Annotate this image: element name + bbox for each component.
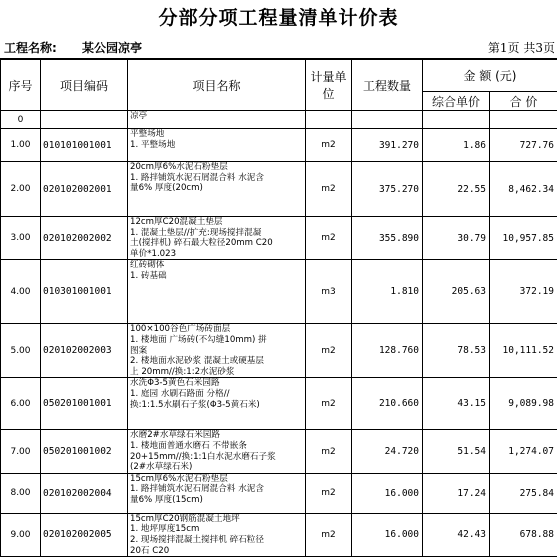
- cell-total: 678.88: [490, 513, 557, 556]
- header-unit: 计量单位: [306, 60, 352, 111]
- item-name-line: 1. 砖基础: [130, 270, 167, 281]
- cell-unit: m2: [306, 378, 352, 430]
- item-name-line: 凉亭: [130, 111, 148, 121]
- item-name-line: (2#水草绿石米): [130, 462, 193, 473]
- cell-code: 010101001001: [41, 129, 128, 162]
- header-qty: 工程数量: [352, 60, 423, 111]
- item-name-line: 1. 平整场地: [130, 139, 176, 150]
- cell-total: 1,274.07: [490, 430, 557, 473]
- cell-unit-price: 17.24: [423, 473, 490, 513]
- cell-item-name: [128, 260, 306, 324]
- table-row: [1, 111, 557, 129]
- item-name-line: 量6% 厚度(20cm): [130, 183, 203, 194]
- cell-qty: 16.000: [352, 513, 423, 556]
- item-name-line: 水洗Φ3-5黄色石米园路: [130, 378, 220, 389]
- cell-unit: m2: [306, 513, 352, 556]
- cell-seq: 8.00: [1, 473, 41, 513]
- item-name-line: 量6% 厚度(15cm): [130, 494, 203, 505]
- table-row: [1, 217, 557, 260]
- cell-code: 020102002001: [41, 162, 128, 217]
- cell-item-name: [128, 513, 306, 556]
- cell-item-name: [128, 217, 306, 260]
- pricing-table: [0, 59, 557, 557]
- cell-unit: m2: [306, 430, 352, 473]
- cell-unit-price: 51.54: [423, 430, 490, 473]
- item-name-line: 12cm厚C20混凝土垫层: [130, 217, 223, 227]
- cell-item-name: [128, 473, 306, 513]
- item-name-line: 20石 C20: [130, 545, 170, 556]
- item-name-line: 平整场地: [130, 129, 165, 139]
- item-name-line: 1. 地坪厚度15cm: [130, 524, 200, 535]
- cell-unit-price: [423, 111, 490, 129]
- table-row: [1, 324, 557, 378]
- cell-seq: 5.00: [1, 324, 41, 378]
- item-name-line: 2. 现场搅拌混凝土搅拌机 碎石粒径: [130, 534, 264, 545]
- table-row: [1, 473, 557, 513]
- cell-unit: m2: [306, 473, 352, 513]
- cell-total: 372.19: [490, 260, 557, 324]
- cell-item-name: [128, 430, 306, 473]
- page-indicator: 第1页 共3页: [487, 41, 555, 55]
- page-title: 分部分项工程量清单计价表: [158, 7, 399, 29]
- cell-item-name: [128, 111, 306, 129]
- cell-total: [490, 111, 557, 129]
- table-row: [1, 513, 557, 556]
- cell-qty: 1.810: [352, 260, 423, 324]
- item-name-line: 图案: [130, 345, 148, 356]
- cell-qty: 375.270: [352, 162, 423, 217]
- cell-unit-price: 22.55: [423, 162, 490, 217]
- cell-unit-price: 1.86: [423, 129, 490, 162]
- item-name-line: 单价*1.023: [130, 248, 177, 259]
- cell-unit: m2: [306, 162, 352, 217]
- header-seq: 序号: [1, 60, 41, 111]
- item-name-line: 20cm厚6%水泥石粉垫层: [130, 162, 228, 172]
- table-row: [1, 430, 557, 473]
- table-row: [1, 378, 557, 430]
- cell-qty: 391.270: [352, 129, 423, 162]
- cell-code: 020102002003: [41, 324, 128, 378]
- cell-code: 050201001002: [41, 430, 128, 473]
- cell-unit-price: 42.43: [423, 513, 490, 556]
- cell-seq: 0: [1, 111, 41, 129]
- project-info-bar: [0, 38, 557, 59]
- cell-code: 010301001001: [41, 260, 128, 324]
- cell-total: 10,111.52: [490, 324, 557, 378]
- cell-unit-price: 43.15: [423, 378, 490, 430]
- cell-seq: 7.00: [1, 430, 41, 473]
- cell-seq: 6.00: [1, 378, 41, 430]
- item-name-line: 水磨2#水草绿石米园路: [130, 430, 221, 441]
- cell-total: 727.76: [490, 129, 557, 162]
- item-name-line: 15cm厚C20钢筋混凝土地坪: [130, 513, 240, 524]
- cell-item-name: [128, 129, 306, 162]
- item-name-line: 上 20mm//换:1:2水泥砂浆: [130, 366, 235, 377]
- item-name-line: 1. 混凝土垫层//扩充:现场搅拌混凝: [130, 227, 262, 238]
- item-name-line: 1. 路拌铺筑水泥石屑混合料 水泥含: [130, 484, 264, 495]
- cell-code: 020102002004: [41, 473, 128, 513]
- cell-qty: 16.000: [352, 473, 423, 513]
- cell-unit: m2: [306, 324, 352, 378]
- cell-total: 275.84: [490, 473, 557, 513]
- item-name-line: 1. 楼地面普通水磨石 不带嵌条: [130, 440, 247, 451]
- item-name-line: 红砖砌体: [130, 260, 165, 271]
- item-name-line: 2. 楼地面水泥砂浆 混凝土或硬基层: [130, 356, 264, 367]
- cell-seq: 3.00: [1, 217, 41, 260]
- item-name-line: 换:1:1.5水刷石子浆(Φ3-5黄石米): [130, 399, 260, 410]
- cell-code: 050201001001: [41, 378, 128, 430]
- cell-item-name: [128, 162, 306, 217]
- header-name: 项目名称: [128, 60, 306, 111]
- cell-total: 8,462.34: [490, 162, 557, 217]
- item-name-line: 100×100谷色广场砖面层: [130, 324, 231, 335]
- cell-seq: 2.00: [1, 162, 41, 217]
- cell-seq: 9.00: [1, 513, 41, 556]
- cell-qty: 210.660: [352, 378, 423, 430]
- cell-seq: 1.00: [1, 129, 41, 162]
- cell-unit: m2: [306, 129, 352, 162]
- cell-unit-price: 78.53: [423, 324, 490, 378]
- cell-seq: 4.00: [1, 260, 41, 324]
- cell-unit-price: 205.63: [423, 260, 490, 324]
- cell-item-name: [128, 324, 306, 378]
- header-code: 项目编码: [41, 60, 128, 111]
- table-row: [1, 162, 557, 217]
- cell-unit-price: 30.79: [423, 217, 490, 260]
- cell-qty: [352, 111, 423, 129]
- header-unit-price: 综合单价: [423, 92, 490, 111]
- cell-unit: [306, 111, 352, 129]
- cell-unit: m3: [306, 260, 352, 324]
- cell-unit: m2: [306, 217, 352, 260]
- item-name-line: 1. 路拌铺筑水泥石屑混合料 水泥含: [130, 172, 264, 183]
- cell-item-name: [128, 378, 306, 430]
- cell-qty: 355.890: [352, 217, 423, 260]
- item-name-line: 1. 庭园 水刷石路面 分格//: [130, 388, 230, 399]
- header-amount: 金 额 (元): [423, 60, 557, 92]
- table-row: [1, 129, 557, 162]
- item-name-line: 15cm厚6%水泥石粉垫层: [130, 473, 228, 484]
- project-name: 某公园凉亭: [82, 41, 143, 55]
- cell-code: 020102002002: [41, 217, 128, 260]
- item-name-line: 1. 楼地面 广场砖(不勾缝10mm) 拼: [130, 334, 267, 345]
- cell-qty: 128.760: [352, 324, 423, 378]
- project-label: 工程名称:: [4, 41, 57, 55]
- cell-code: 020102002005: [41, 513, 128, 556]
- header-total: 合 价: [490, 92, 557, 111]
- cell-qty: 24.720: [352, 430, 423, 473]
- item-name-line: 土(搅拌机) 碎石最大粒径20mm C20: [130, 238, 273, 249]
- table-row: [1, 260, 557, 324]
- cell-code: [41, 111, 128, 129]
- item-name-line: 20+15mm//换:1:1白水泥水磨石子浆: [130, 451, 276, 462]
- cell-total: 10,957.85: [490, 217, 557, 260]
- cell-total: 9,089.98: [490, 378, 557, 430]
